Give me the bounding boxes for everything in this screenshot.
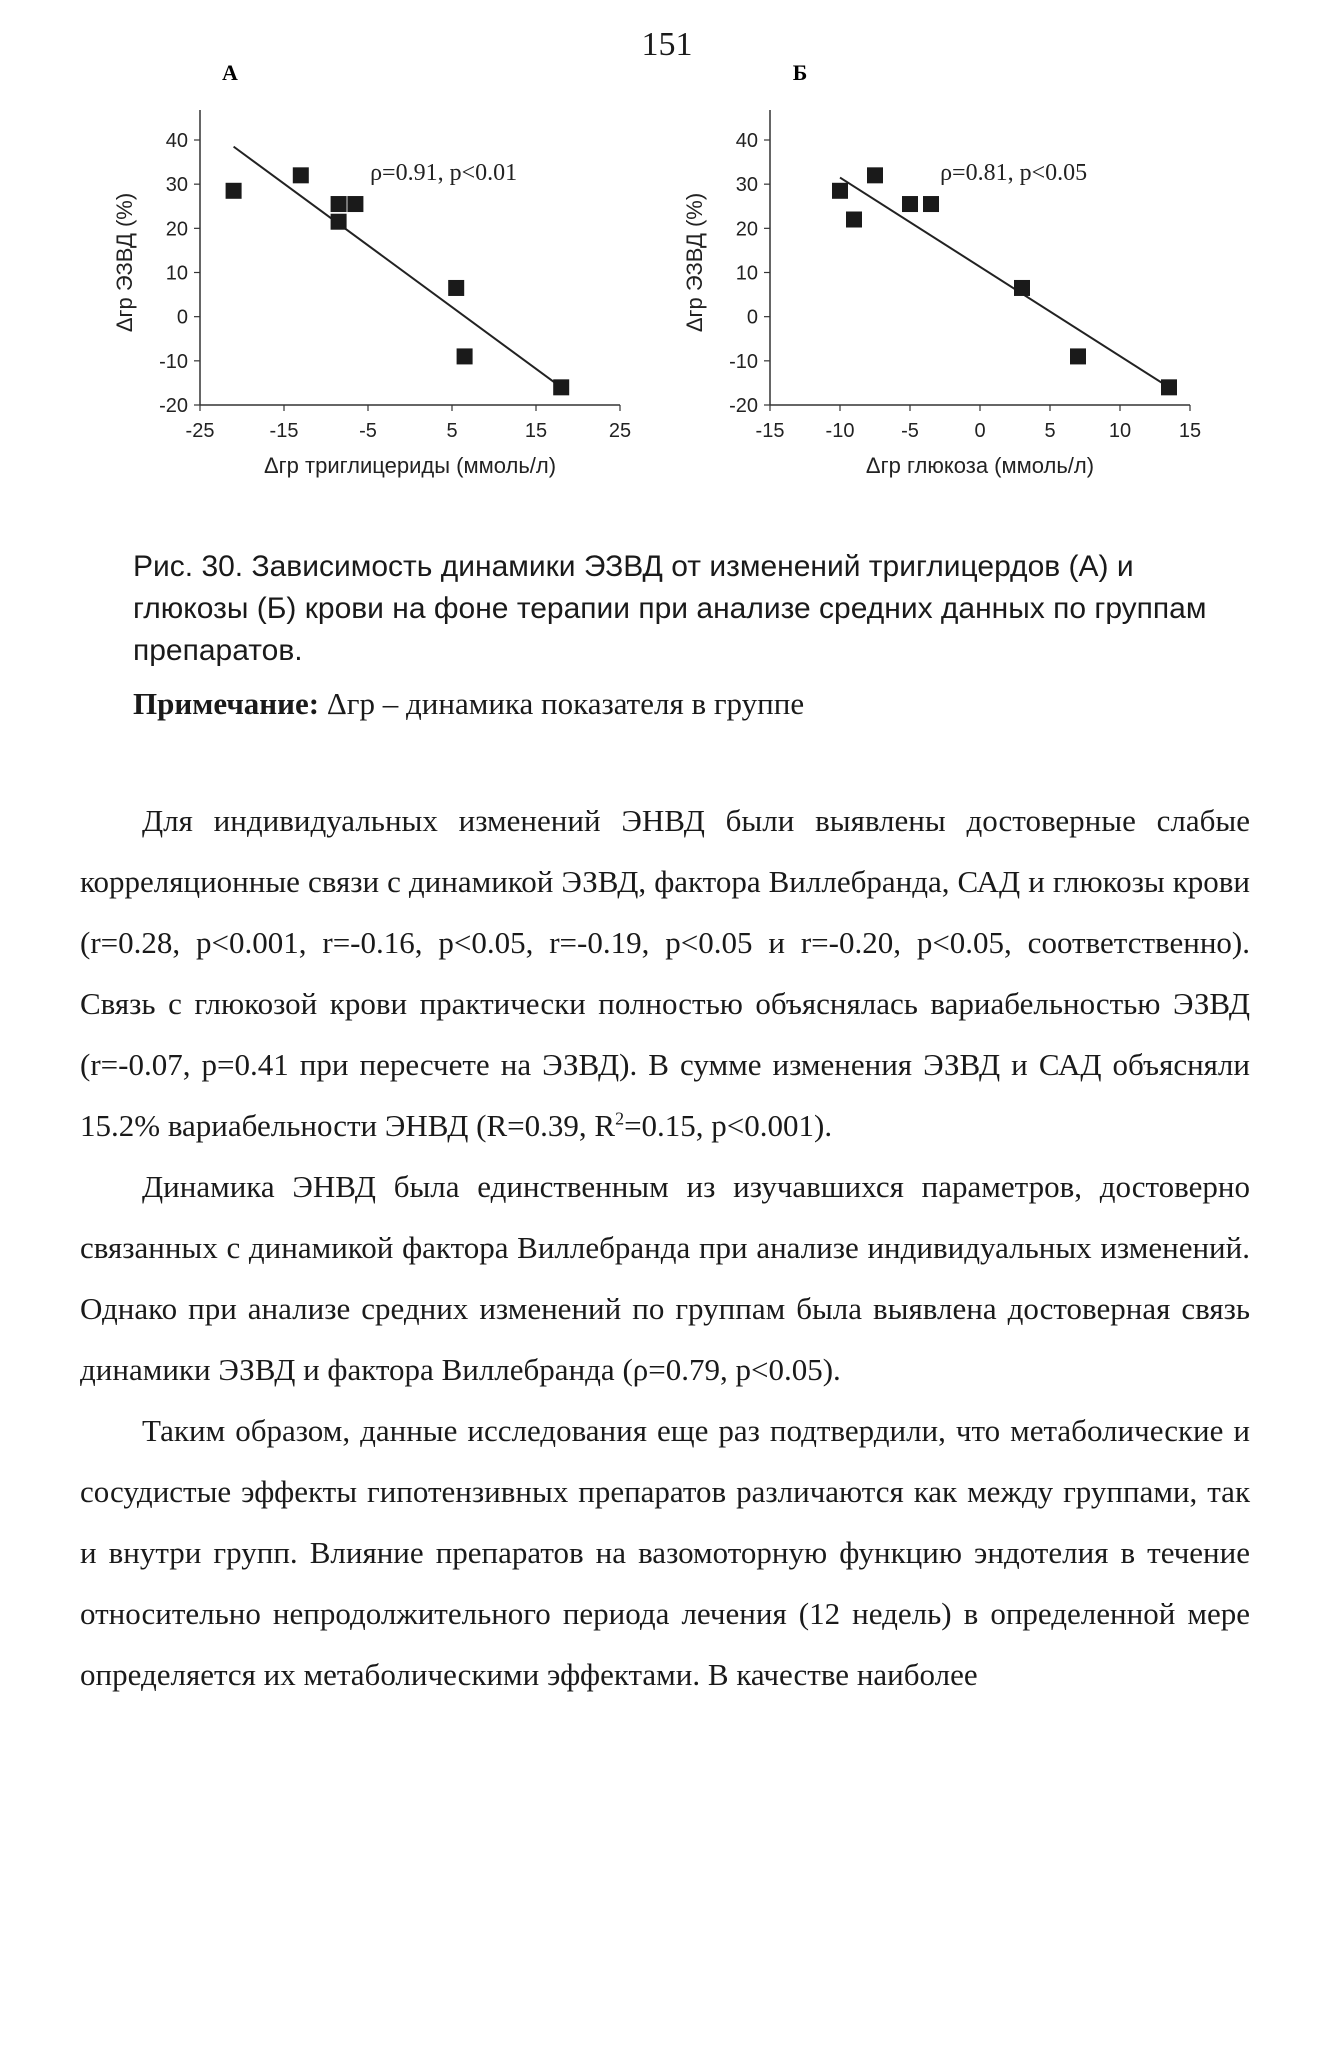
chart-b-data-point: [923, 196, 939, 212]
chart-a-x-tick-label: 25: [608, 420, 632, 442]
chart-b-y-tick-label: 0: [746, 306, 758, 329]
chart-a-x-tick-label: -15: [269, 420, 299, 442]
chart-b-x-tick-label: 10: [1108, 420, 1132, 442]
chart-b-data-point: [867, 167, 883, 183]
chart-b-data-point: [832, 183, 848, 199]
chart-b-y-tick-label: 20: [735, 218, 758, 241]
chart-a-y-tick-label: 40: [165, 130, 188, 152]
chart-a-y-tick-label: 10: [165, 262, 188, 285]
chart-a-annotation: ρ=0.91, p<0.01: [370, 159, 518, 186]
chart-a-data-point: [347, 196, 363, 212]
scatter-chart-b: [660, 60, 1220, 520]
chart-b-data-point: [1161, 379, 1177, 395]
chart-a-x-tick-label: -5: [359, 420, 377, 442]
paragraph-2: Динамика ЭНВД была единственным из изучавшихся параметров, достоверно связанных с динамикой фактора Виллебранда при анализе индивидуальных изменений. Однако при анализе средних изменений по группам была выявлена достоверная связь динамики ЭЗВД и фактора Виллебранда (ρ=0.79, p<0.05).: [80, 1169, 1250, 1387]
body-text: [80, 790, 1250, 1705]
chart-b-x-tick-label: -5: [901, 420, 919, 442]
chart-b-y-tick-label: -10: [729, 350, 758, 373]
chart-b-x-axis-title: Δгр глюкоза (ммоль/л): [865, 453, 1095, 478]
chart-b-data-point: [902, 196, 918, 212]
chart-b-x-tick-label: 15: [1178, 420, 1202, 442]
chart-a-panel-label: А: [222, 60, 238, 85]
chart-a-y-tick-label: 20: [165, 218, 188, 241]
page-number: 151: [641, 26, 693, 63]
scatter-chart-a: [90, 60, 650, 520]
chart-b-data-point: [1070, 348, 1086, 364]
chart-a-x-tick-label: -25: [185, 420, 215, 442]
figure-caption: Рис. 30. Зависимость динамики ЭЗВД от изменений триглицердов (А) и глюкозы (Б) крови на фоне терапии при анализе средних данных по группам препаратов.: [133, 550, 1207, 667]
chart-b-x-tick-label: 0: [974, 420, 986, 442]
chart-a-data-point: [331, 214, 347, 230]
chart-b-y-tick-label: 10: [735, 262, 758, 285]
note-text: Δгр – динамика показателя в группе: [319, 686, 805, 721]
paragraph-1-end: =0.15, p<0.001).: [624, 1108, 833, 1143]
chart-a-data-point: [457, 348, 473, 364]
chart-a-svg: [90, 60, 650, 520]
chart-b-trendline: [840, 178, 1169, 388]
chart-a-data-point: [293, 167, 309, 183]
chart-b-x-tick-label: -10: [825, 420, 855, 442]
chart-b-y-tick-label: 40: [735, 130, 758, 152]
chart-a-y-tick-label: -20: [159, 395, 188, 417]
chart-b-data-point: [1014, 280, 1030, 296]
paragraph-1-superscript: 2: [615, 1108, 625, 1129]
chart-b-x-tick-label: 5: [1044, 420, 1056, 442]
chart-b-panel-label: Б: [792, 60, 808, 85]
chart-a-data-point: [553, 379, 569, 395]
chart-a-y-tick-label: -10: [159, 350, 188, 373]
chart-a-y-tick-label: 0: [176, 306, 188, 329]
chart-b-svg: [660, 60, 1220, 520]
chart-b-x-tick-label: -15: [755, 420, 785, 442]
chart-a-x-axis-title: Δгр триглицериды (ммоль/л): [263, 453, 557, 478]
figure-note: [133, 686, 1233, 722]
chart-a-y-tick-label: 30: [165, 174, 188, 197]
chart-b-y-tick-label: -20: [729, 395, 758, 417]
chart-a-x-tick-label: 5: [446, 420, 458, 442]
chart-b-annotation: ρ=0.81, p<0.05: [940, 159, 1088, 186]
chart-b-y-tick-label: 30: [735, 174, 758, 197]
note-label: Примечание:: [133, 686, 320, 721]
chart-b-data-point: [846, 212, 862, 228]
chart-a-y-axis-title: Δгр ЭЗВД (%): [112, 192, 137, 333]
chart-a-data-point: [226, 183, 242, 199]
paragraph-3: Таким образом, данные исследования еще раз подтвердили, что метаболические и сосудистые эффекты гипотензивных препаратов различаются как между группами, так и внутри групп. Влияние препаратов на вазомоторную функцию эндотелия в течение относительно непродолжительного периода лечения (12 недель) в определенной мере определяется их метаболическими эффектами. В качестве наиболее: [80, 1413, 1250, 1692]
chart-b-y-axis-title: Δгр ЭЗВД (%): [682, 192, 707, 333]
chart-a-data-point: [331, 196, 347, 212]
paragraph-1: [80, 790, 1250, 1156]
chart-a-data-point: [448, 280, 464, 296]
paragraph-1-text: Для индивидуальных изменений ЭНВД были выявлены достоверные слабые корреляционные связи с динамикой ЭЗВД, фактора Виллебранда, САД и глюкозы крови (r=0.28, p<0.001, r=-0.16, p<0.05, r=-0.19, p<0.05 и r=-0.20, p<0.05, соответственно). Связь с глюкозой крови практически полностью объяснялась вариабельностью ЭЗВД (r=-0.07, p=0.41 при пересчете на ЭЗВД). В сумме изменения ЭЗВД и САД объясняли 15.2% вариабельности ЭНВД (R=0.39, R: [80, 803, 1250, 1143]
chart-a-x-tick-label: 15: [524, 420, 548, 442]
